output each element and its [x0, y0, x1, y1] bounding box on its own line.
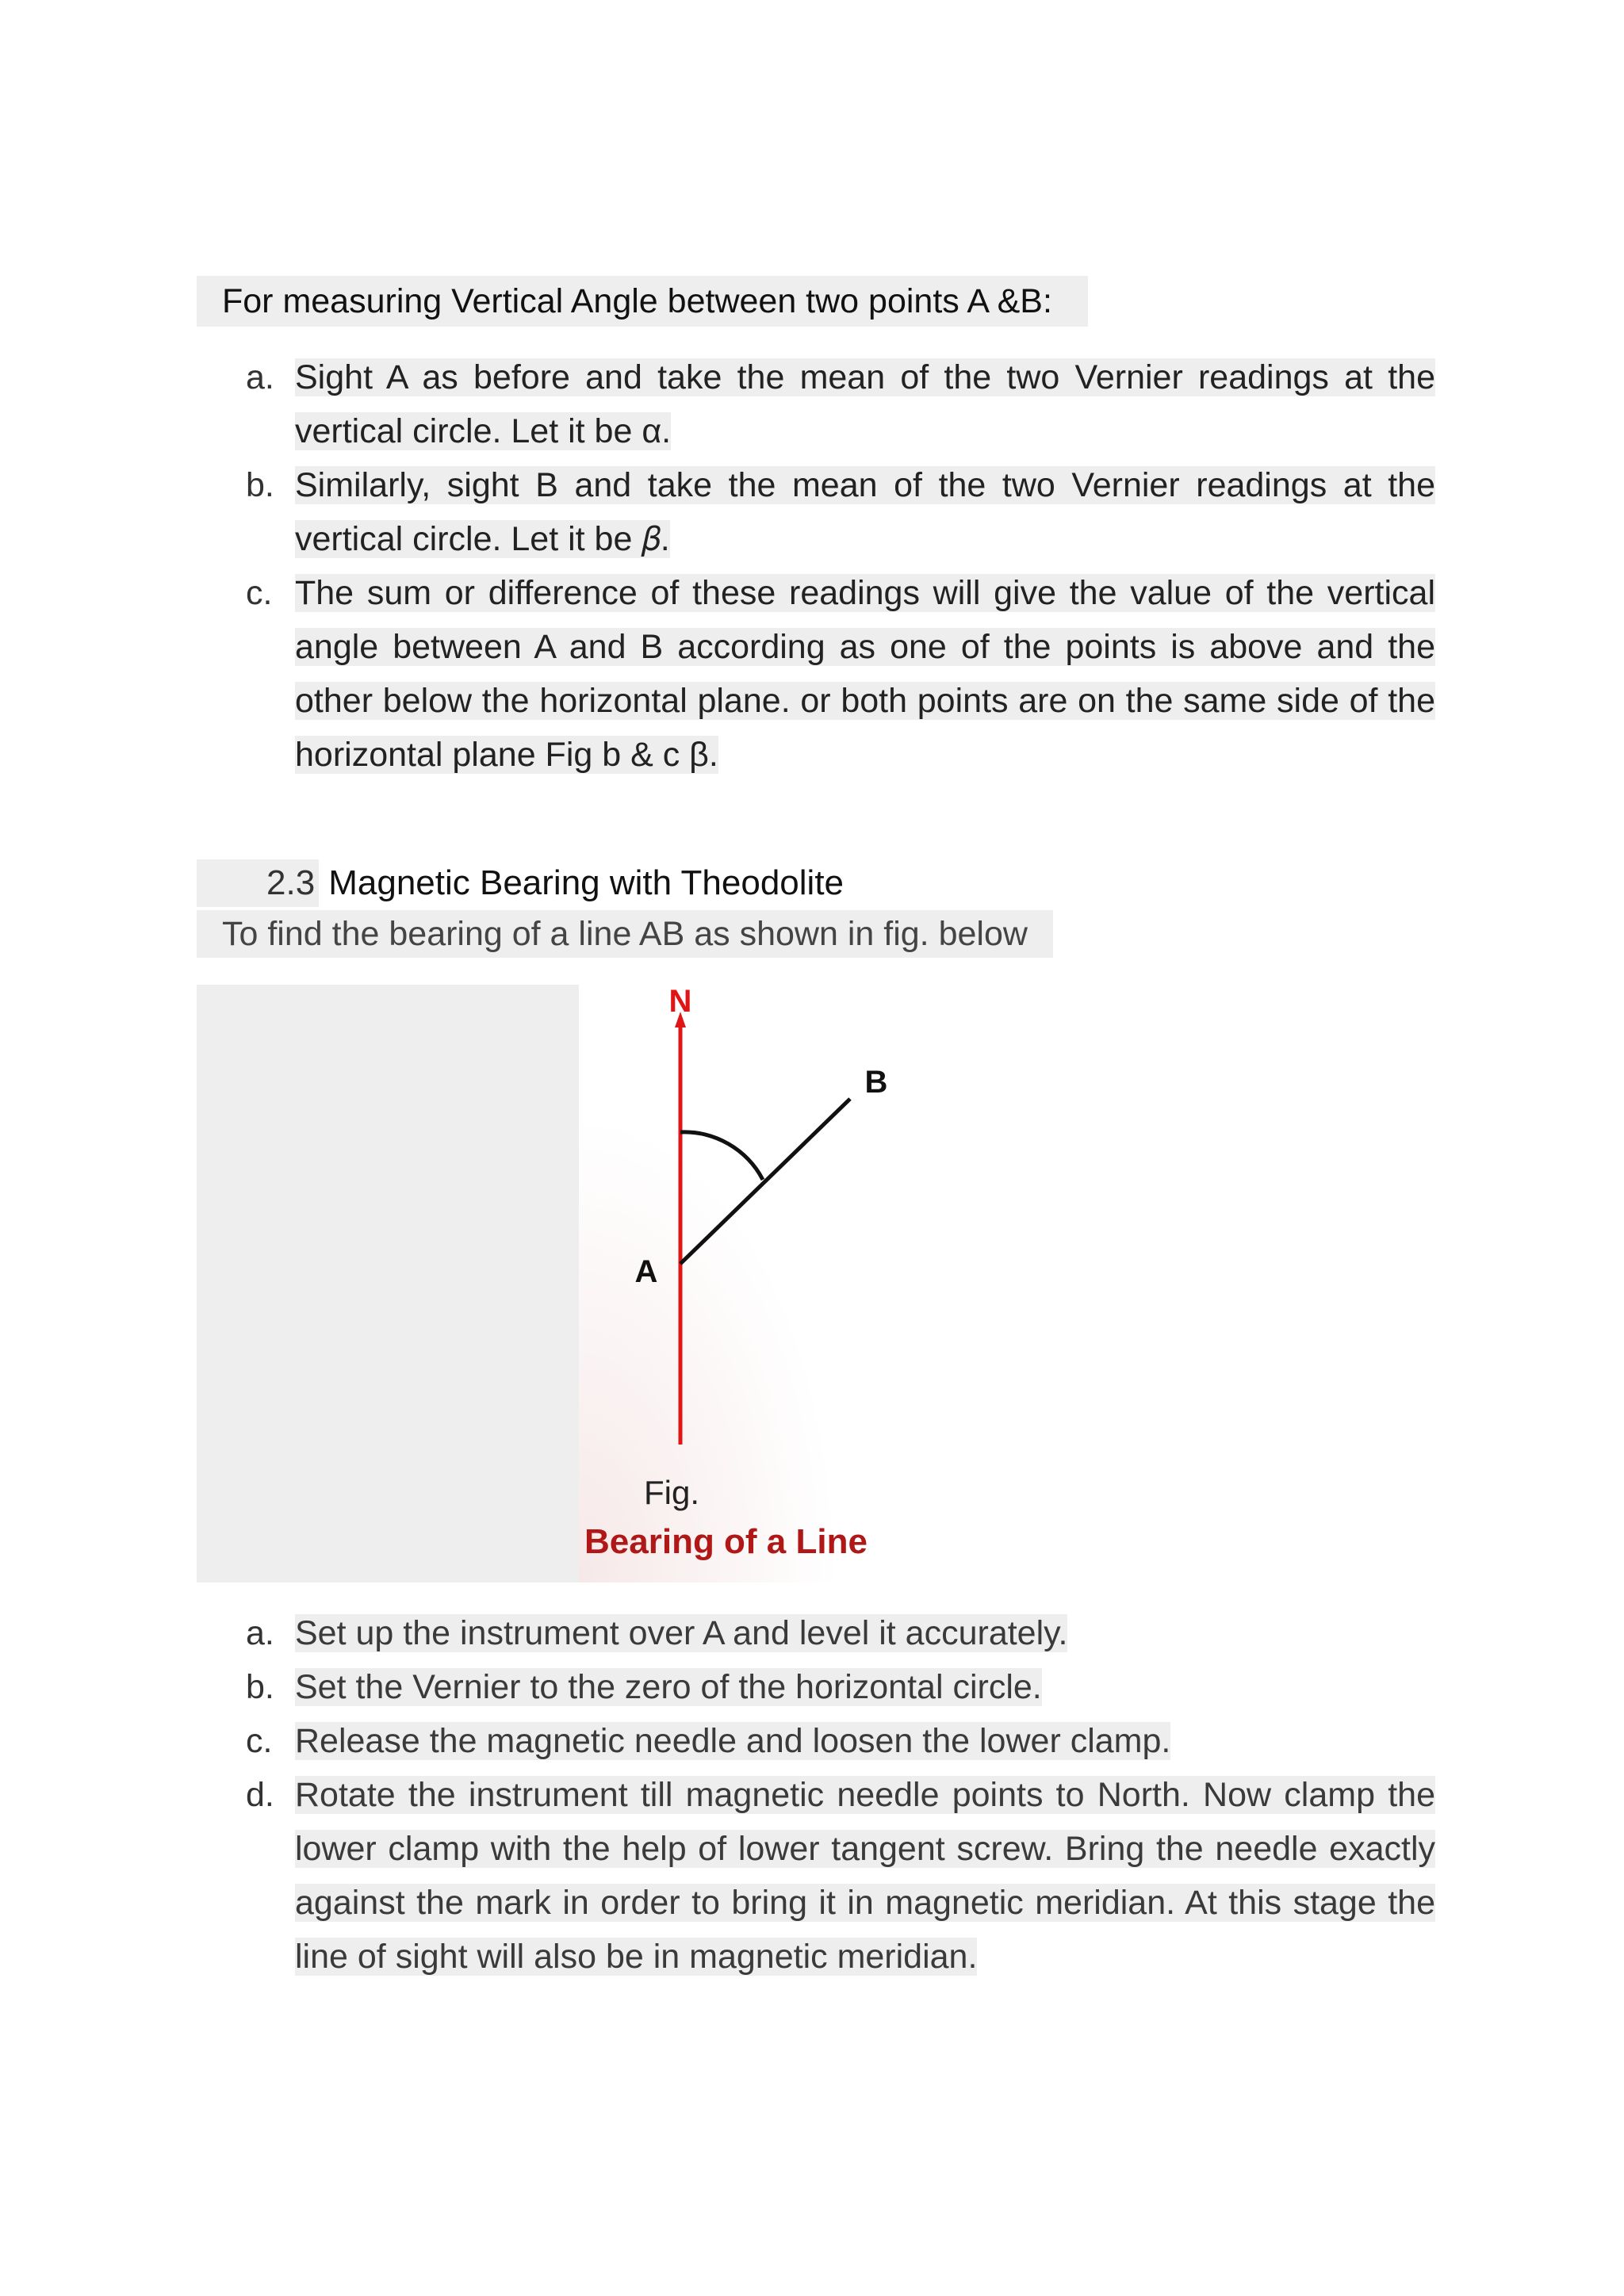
list-marker: b.	[246, 466, 274, 504]
list-marker: c.	[246, 574, 273, 612]
list-item	[197, 566, 1435, 782]
list-item-text: Set the Vernier to the zero of the horizontal circle.	[295, 1668, 1042, 1706]
vertical-angle-intro: For measuring Vertical Angle between two points A &B:	[197, 276, 1088, 327]
list-item	[197, 458, 1435, 566]
list-item	[197, 1714, 1435, 1768]
list-item	[197, 1606, 1435, 1660]
section-number-bg	[197, 859, 319, 907]
list-marker: a.	[246, 358, 274, 396]
vertical-angle-steps	[197, 350, 1435, 782]
point-a-label: A	[634, 1254, 658, 1289]
list-item-text: Similarly, sight B and take the mean of the two Vernier readings at the vertical circle. Let it be 𝛽.	[295, 466, 1435, 558]
figure-placeholder-panel	[197, 985, 579, 1582]
point-b-label: B	[864, 1065, 888, 1100]
list-item	[197, 1660, 1435, 1714]
north-label: N	[668, 985, 692, 1019]
list-item	[197, 1768, 1435, 1984]
list-item-text: Set up the instrument over A and level it accurately.	[295, 1614, 1068, 1652]
section-number: 2.3	[266, 863, 316, 902]
bearing-figure	[579, 985, 912, 1476]
list-item-text: Rotate the instrument till magnetic needle points to North. Now clamp the lower clamp with the help of lower tangent screw. Bring the needle exactly against the mark in order to bring it in magnetic meridian. At this stage the line of sight will also be in magnetic meridian.	[295, 1776, 1435, 1976]
figure-caption-title: Bearing of a Line	[584, 1522, 868, 1561]
list-marker: d.	[246, 1776, 274, 1814]
list-item	[197, 350, 1435, 458]
bearing-intro: To find the bearing of a line AB as shown in fig. below	[197, 910, 1053, 958]
list-item-text: Sight A as before and take the mean of the two Vernier readings at the vertical circle. Let it be α.	[295, 358, 1435, 450]
bearing-steps	[197, 1606, 1435, 1984]
list-marker: a.	[246, 1614, 274, 1652]
section-heading	[197, 859, 844, 907]
list-marker: b.	[246, 1668, 274, 1706]
list-item-text: The sum or difference of these readings will give the value of the vertical angle between A and B according as one of the points is above and the other below the horizontal plane. or both points are on the same side of the horizontal plane Fig b & c β.	[295, 574, 1435, 774]
list-item-text: Release the magnetic needle and loosen the lower clamp.	[295, 1722, 1171, 1760]
bearing-angle-arc	[680, 1132, 763, 1180]
section-title: Magnetic Bearing with Theodolite	[319, 863, 845, 902]
list-marker: c.	[246, 1722, 273, 1760]
line-ab	[680, 1099, 850, 1264]
figure-caption-label: Fig.	[644, 1474, 700, 1511]
